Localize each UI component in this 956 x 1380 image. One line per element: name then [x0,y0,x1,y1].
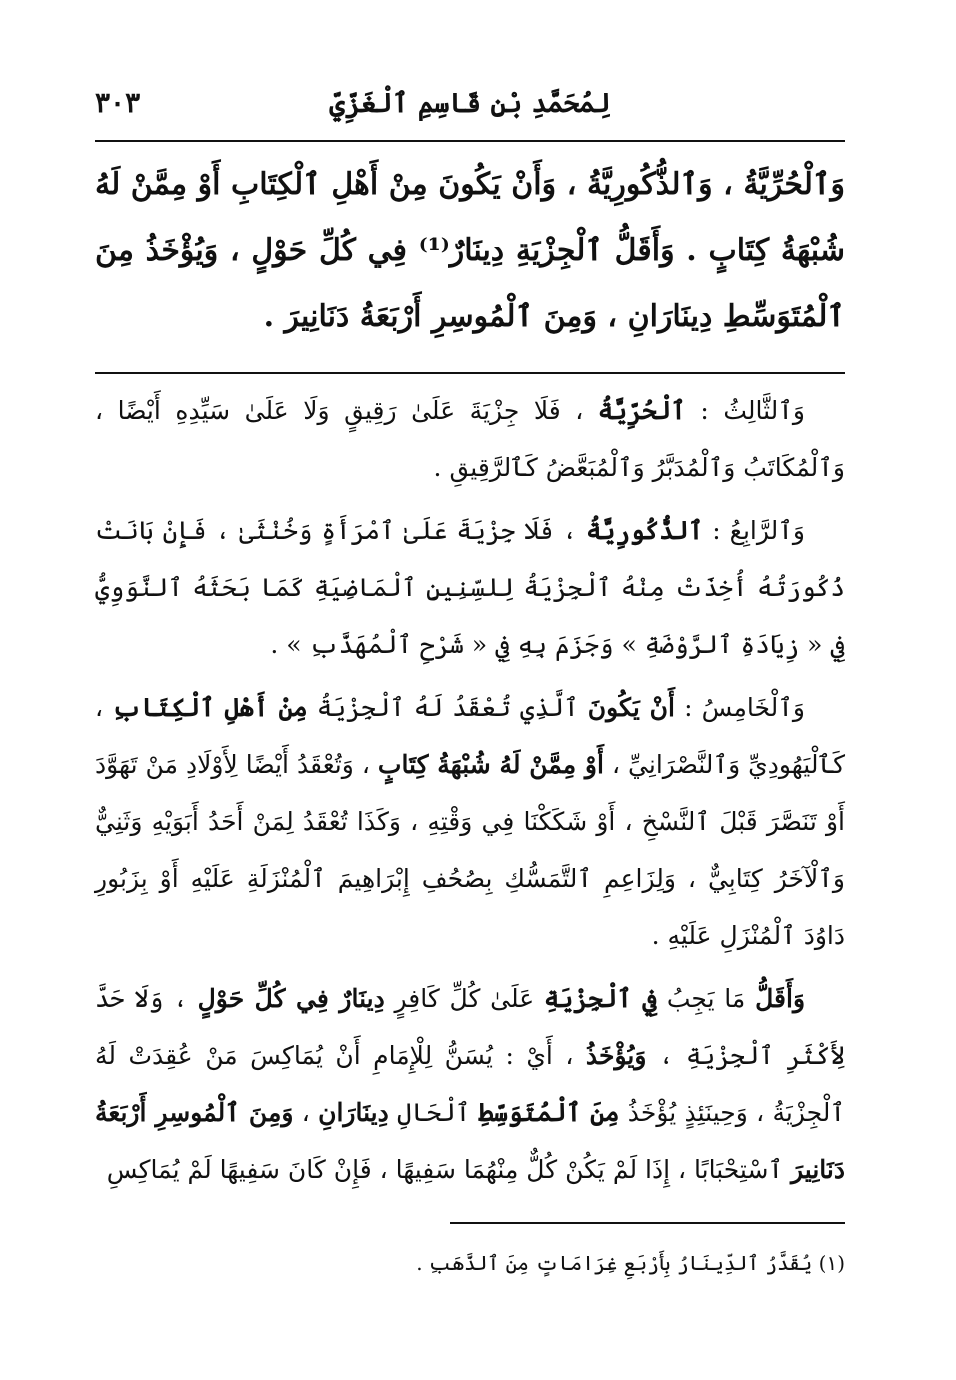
matn-quote: ٱلذُّكُورِيَّةُ [586,516,704,545]
commentary [95,382,845,1204]
matn-quote: ٱلْحُرِّيَّةُ [597,396,686,425]
text-span: ، وَتُعْقَدُ أَيْضًا لِأَوْلَادِ مَنْ تَهَوَّدَ أَوْ تَنَصَّرَ قَبْلَ ٱلنَّسْخِ ، أَوْ شَكَكْنَا فِي وَقْتِهِ ، وَكَذَا تُعْقَدُ لِمَنْ أَحَدُ أَبَوَيْهِ وَثَنِيٌّ وَٱلْآخَرُ كِتَابِيٌّ ، وَلِزَاعِمِ ٱلتَّمَسُّكِ بِصُحُفِ إِبْرَاهِيمَ ٱلْمُنْزَلَةِ عَلَيْهِ أَوْ بِزَبُورِ دَاوُدَ ٱلْمُنْزَلِ عَلَيْهِ . [95,750,845,950]
matn-quote: مِنَ ٱلْمُتَوَسِّطِ [478,1098,620,1127]
matn-quote: مِنْ أَهْلِ ٱلْكِتَابِ [112,693,308,722]
footnote-marker: (١) [818,1251,845,1275]
matn-quote: دِينَارٌ فِي كُلِّ حَوْلٍ [197,984,385,1013]
footnote [95,1246,845,1280]
matn-quote: وَيُؤْخَذُ [585,1041,647,1070]
text-span: وَٱلْخَامِسُ : [674,693,805,722]
text-span: ، فَلَا جِزْيَةَ عَلَىٰ رَقِيقٍ وَلَا عَلَىٰ سَيِّدِهِ أَيْضًا ، وَٱلْمُكَاتَبُ وَٱلْمُدَبَّرُ وَٱلْمُبَعَّضُ كَٱلرَّقِيقِ . [95,396,845,482]
text-span: مَا يَجِبُ [657,984,756,1013]
text-span: ، وَلَا حَدَّ لِأَكْثَرِ ٱلْجِزْيَةِ ، [95,984,845,1070]
commentary-paragraph-2 [95,502,845,673]
matn-divider [95,372,845,374]
footnote-text: يُقَدَّرُ ٱلدِّينَارُ بِأَرْبَعِ غِرَامَاتٍ مِنَ ٱلذَّهَبِ . [416,1251,819,1275]
commentary-paragraph-4 [95,970,845,1198]
text-span: وَٱلثَّالِثُ : [685,396,805,425]
matn-quote: فِي ٱلْجِزْيَةِ [544,984,658,1013]
text-span: ، فَلَا جِزْيَةَ عَلَىٰ ٱمْرَأَةٍ وَخُنْثَىٰ ، فَإِنْ بَانَتْ ذُكُورَتُهُ أُخِذَتْ مِنْهُ ٱلْجِزْيَةُ لِلسِّنِينِ ٱلْمَاضِيَةِ كَمَا بَحَثَهُ ٱلنَّوَوِيُّ فِي « زِيَادَةِ ٱلرَّوْضَةِ » وَجَزَمَ بِهِ فِي « شَرْحِ ٱلْمُهَذَّبِ » . [95,516,845,659]
page-number: ٣٠٣ [95,86,141,119]
text-span: عَلَىٰ كُلِّ كَافِرٍ [384,984,544,1013]
commentary-paragraph-1 [95,382,845,496]
commentary-paragraph-3 [95,679,845,964]
matn-quote: وَمِنَ ٱلْمُوسِرِ أَرْبَعَةُ دَنَانِيرَ [95,1098,845,1184]
text-span: ، [293,1098,319,1127]
matn-quote: أَنْ يَكُونَ [587,693,675,722]
matn-text: وَٱلْحُرِّيَّةُ ، وَٱلذُّكُورِيَّةُ ، وَأَنْ يَكُونَ مِنْ أَهْلِ ٱلْكِتَابِ أَوْ مِمَّنْ لَهُ شُبْهَةُ كِتَابٍ . وَأَقَلُّ ٱلْجِزْيَةِ دِينَارٌ⁽¹⁾ فِي كُلِّ حَوْلٍ ، وَيُؤْخَذُ مِنَ ٱلْمُتَوَسِّطِ دِينَارَانِ ، وَمِنَ ٱلْمُوسِرِ أَرْبَعَةُ دَنَانِيرَ . [95,167,845,334]
matn-quote: دِينَارَانِ [318,1098,389,1127]
text-span: ، أَيْ : يُسَنُّ لِلْإِمَامِ أَنْ يُمَاكِسَ مَنْ عُقِدَتْ لَهُ ٱلْجِزْيَةُ ، وَحِينَئِذٍ يُؤْخَذُ [95,1041,846,1127]
matn-quote: وَأَقَلُّ [755,984,806,1013]
text-span: وَٱلرَّابِعُ : [703,516,805,545]
text-span: ٱسْتِحْبَابًا ، إِذَا لَمْ يَكُنْ كُلٌّ مِنْهُمَا سَفِيهًا ، فَإِنْ كَانَ سَفِيهًا لَمْ يُمَاكِسِ [106,1155,791,1184]
text-span: ٱلْحَالِ [388,1098,479,1127]
running-title: لِمُحَمَّدِ بْنِ قَاسِمِ ٱلْغَزِّيِّ [329,88,611,119]
footnote-rule [450,1222,845,1224]
matn-quote: أَوْ مِمَّنْ لَهُ شُبْهَةُ كِتَابٍ [377,750,604,779]
text-span: ، كَٱلْيَهُودِيِّ وَٱلنَّصْرَانِيِّ ، [95,693,846,779]
page-header [95,80,845,142]
text-span: ٱلَّذِي تُعْقَدُ لَهُ ٱلْجِزْيَةُ [307,693,588,722]
